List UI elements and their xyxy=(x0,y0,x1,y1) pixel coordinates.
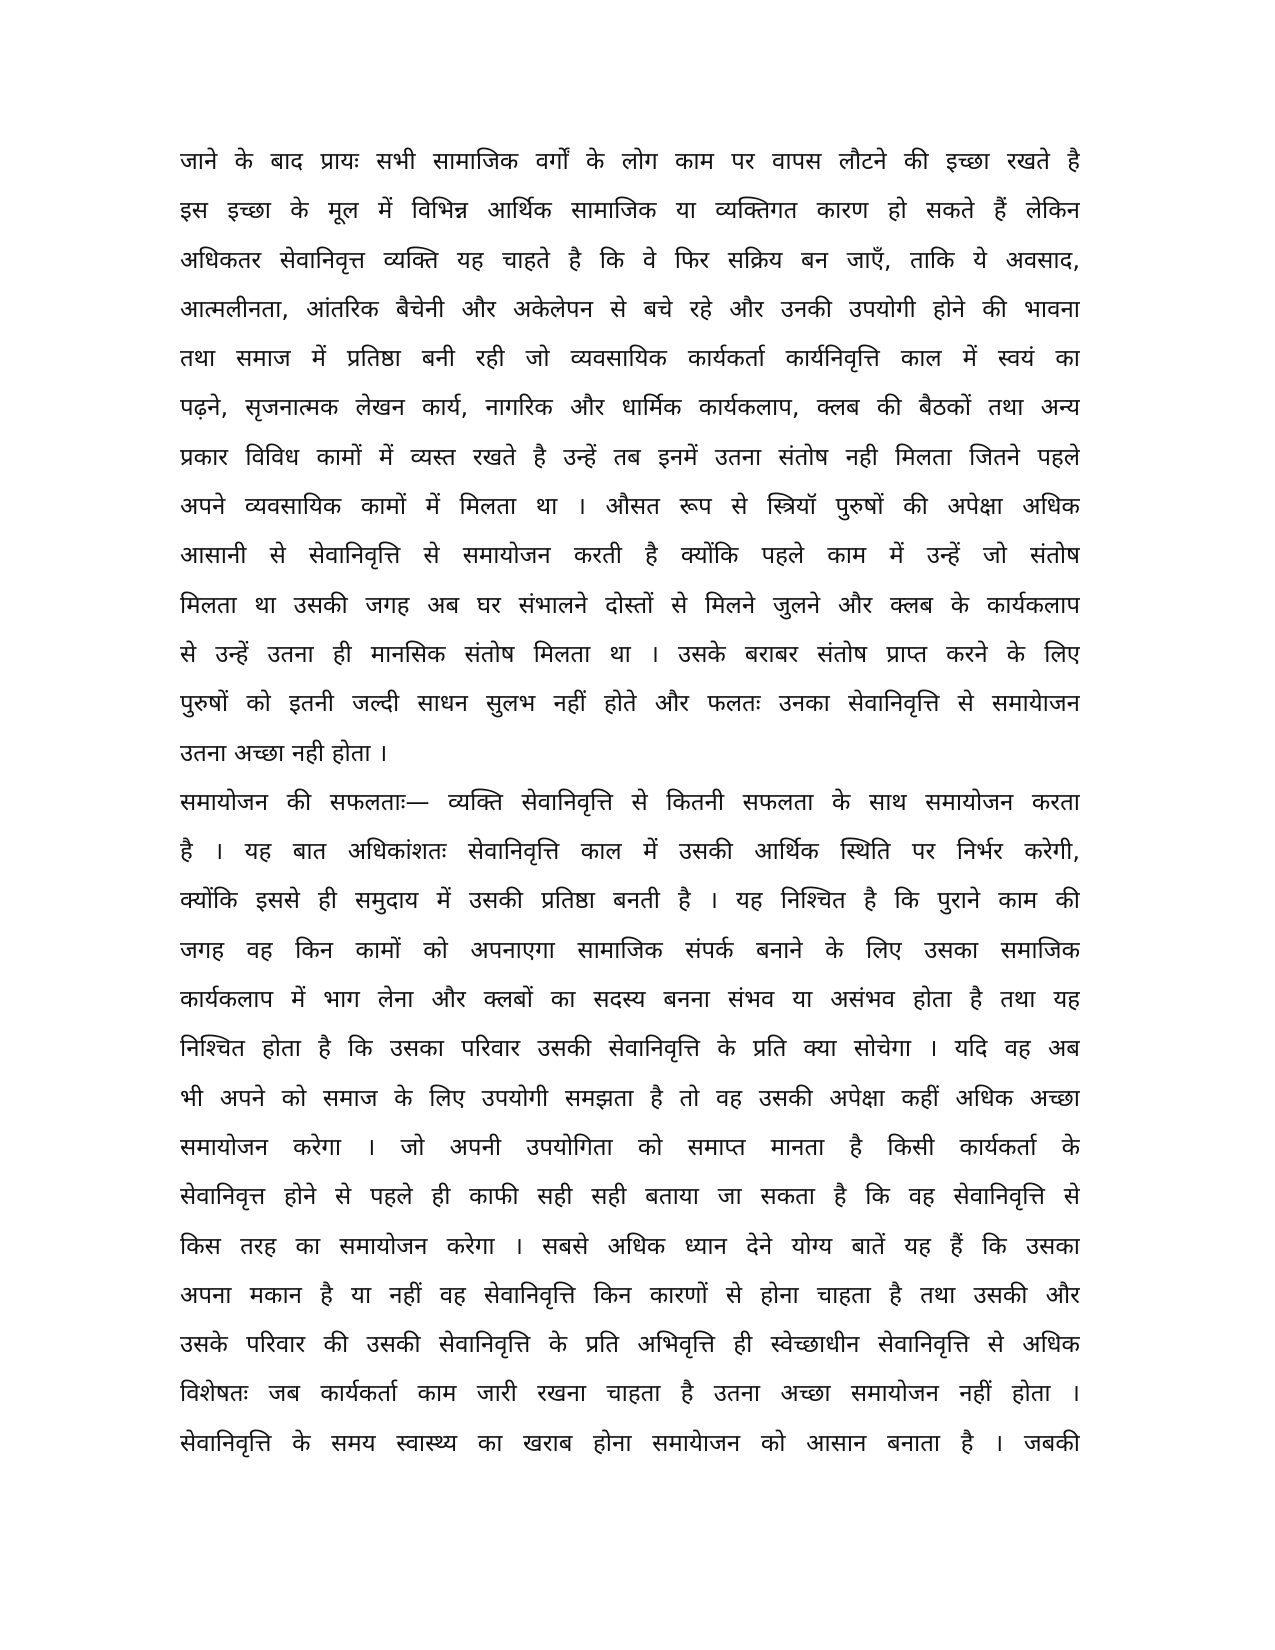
text-line: आत्मलीनता, आंतरिक बैचेनी और अकेलेपन से बचे रहे और उनकी उपयोगी होने की भावना xyxy=(180,294,1080,323)
text-line: मिलता था उसकी जगह अब घर संभालने दोस्तों से मिलने जुलने और क्लब के कार्यकलाप xyxy=(180,590,1080,619)
text-line: समायोजन की सफलताः— व्यक्ति सेवानिवृत्ति से कितनी सफलता के साथ समायोजन करता xyxy=(180,787,1080,816)
body-text xyxy=(180,137,1080,1468)
text-line: अपना मकान है या नहीं वह सेवानिवृत्ति किन कारणों से होना चाहता है तथा उसकी और xyxy=(180,1280,1080,1309)
text-line: पुरुषों को इतनी जल्दी साधन सुलभ नहीं होते और फलतः उनका सेवानिवृत्ति से समायेाजन xyxy=(180,689,1080,718)
text-line: पढ़ने, सृजनात्मक लेखन कार्य, नागरिक और धार्मिक कार्यकलाप, क्लब की बैठकों तथा अन्य xyxy=(180,393,1080,422)
text-line: से उन्हें उतना ही मानसिक संतोष मिलता था । उसके बराबर संतोष प्राप्त करने के लिए xyxy=(180,639,1080,668)
text-line: अधिकतर सेवानिवृत्त व्यक्ति यह चाहते है कि वे फिर सक्रिय बन जाएँ, ताकि ये अवसाद, xyxy=(180,245,1080,274)
text-line: जगह वह किन कामों को अपनाएगा सामाजिक संपर्क बनाने के लिए उसका समाजिक xyxy=(180,935,1080,964)
text-line: अपने व्यवसायिक कामों में मिलता था । औसत रूप से स्त्रियॉ पुरुषों की अपेक्षा अधिक xyxy=(180,492,1080,521)
text-line: विशेषतः जब कार्यकर्ता काम जारी रखना चाहता है उतना अच्छा समायोजन नहीं होता । xyxy=(180,1379,1080,1408)
text-line: किस तरह का समायोजन करेगा । सबसे अधिक ध्यान देने योग्य बातें यह हैं कि उसका xyxy=(180,1231,1080,1260)
text-line: जाने के बाद प्रायः सभी सामाजिक वर्गों के लोग काम पर वापस लौटने की इच्छा रखते है xyxy=(180,147,1080,175)
text-line: भी अपने को समाज के लिए उपयोगी समझता है तो वह उसकी अपेक्षा कहीं अधिक अच्छा xyxy=(180,1083,1080,1112)
text-line: प्रकार विविध कामों में व्यस्त रखते है उन्हें तब इनमें उतना संतोष नही मिलता जितने पहले xyxy=(180,442,1080,471)
text-line: समायोजन करेगा । जो अपनी उपयोगिता को समाप्त मानता है किसी कार्यकर्ता के xyxy=(180,1132,1080,1161)
text-line: आसानी से सेवानिवृत्ति से समायोजन करती है क्योंकि पहले काम में उन्हें जो संतोष xyxy=(180,541,1080,570)
text-line: तथा समाज में प्रतिष्ठा बनी रही जो व्यवसायिक कार्यकर्ता कार्यनिवृत्ति काल में स्वयं का xyxy=(180,344,1080,373)
text-line: है । यह बात अधिकांशतः सेवानिवृत्ति काल में उसकी आर्थिक स्थिति पर निर्भर करेगी, xyxy=(180,837,1080,866)
text-line: उतना अच्छा नही होता । xyxy=(180,738,388,767)
text-line: क्योंकि इससे ही समुदाय में उसकी प्रतिष्ठा बनती है । यह निश्चित है कि पुराने काम की xyxy=(180,886,1080,915)
text-line: कार्यकलाप में भाग लेना और क्लबों का सदस्य बनना संभव या असंभव होता है तथा यह xyxy=(180,985,1080,1014)
text-line: सेवानिवृत्ति के समय स्वास्थ्य का खराब होना समायेाजन को आसान बनाता है । जबकी xyxy=(180,1428,1080,1457)
text-line: निश्चित होता है कि उसका परिवार उसकी सेवानिवृत्ति के प्रति क्या सोचेगा । यदि वह अब xyxy=(180,1034,1080,1063)
text-line: इस इच्छा के मूल में विभिन्न आर्थिक सामाजिक या व्यक्तिगत कारण हो सकते हैं लेकिन xyxy=(180,196,1080,225)
text-line: सेवानिवृत्त होने से पहले ही काफी सही सही बताया जा सकता है कि वह सेवानिवृत्ति से xyxy=(180,1182,1080,1211)
text-line: उसके परिवार की उसकी सेवानिवृत्ति के प्रति अभिवृत्ति ही स्वेच्छाधीन सेवानिवृत्ति से अधिक xyxy=(180,1330,1080,1359)
